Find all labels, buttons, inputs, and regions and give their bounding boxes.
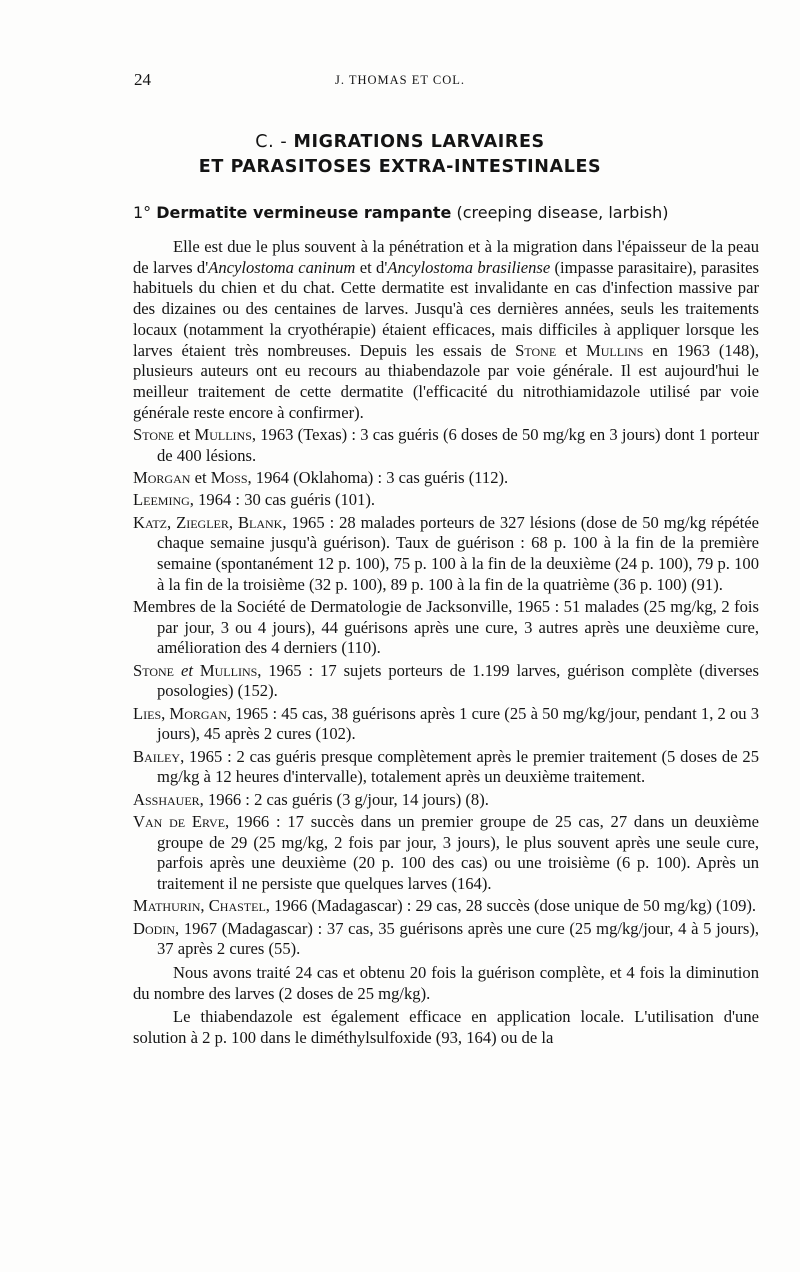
section-title: [0, 130, 800, 180]
species-name: Ancylostoma caninum: [208, 257, 356, 277]
reference-entry: [133, 425, 759, 466]
reference-entry: [133, 919, 759, 960]
intro-text: (impasse parasitaire), parasites habituels du chien et du chat. Cette dermatite est invalidante en cas d'infection massive par des dizaines ou des centaines de larves. Jusqu'à ces dernières années, seuls les traitements locaux (notamment la cryothérapie) étaient efficaces, mais difficiles à appliquer lorsque les larves étaient très nombreuses. Depuis les essais de: [133, 257, 759, 360]
reference-entry: [133, 597, 759, 659]
reference-entry: [133, 790, 759, 811]
author-name: Morgan: [133, 467, 191, 487]
author-name: Stone: [133, 424, 175, 444]
reference-list: [133, 425, 759, 960]
section-title-line-1: [0, 130, 800, 155]
reference-text: Membres de la Société de Dermatologie de Jacksonville, 1965 : 51 malades (25 mg/kg, 2 fois par jour, 3 ou 4 jours), 44 guérisons après une cure, 3 autres après une deuxième cure, amélioration des 4 derniers (110).: [133, 596, 759, 658]
author-name: Dodin: [133, 918, 175, 938]
author-name: Lies, Morgan: [133, 703, 227, 723]
subsection-note: (creeping disease, larbish): [451, 203, 669, 222]
reference-text: , 1964 : 30 cas guéris (101).: [189, 490, 376, 510]
reference-text: , 1963 (Texas) : 3 cas guéris (6 doses de 50 mg/kg en 3 jours) dont 1 porteur de 400 lésions.: [157, 424, 759, 465]
reference-entry: [133, 896, 759, 917]
closing-paragraph: Le thiabendazole est également efficace en application locale. L'utilisation d'une solution à 2 p. 100 dans le diméthylsulfoxide (93, 164) ou de la: [133, 1007, 759, 1048]
reference-text: , 1965 : 45 cas, 38 guérisons après 1 cure (25 à 50 mg/kg/jour, pendant 1, 2 ou 3 jours), 45 après 2 cures (102).: [157, 703, 759, 744]
author-name: Van de Erve: [133, 811, 226, 831]
subsection-heading: [133, 201, 773, 225]
subsection-title: Dermatite vermineuse rampante: [156, 203, 452, 222]
reference-entry: [133, 661, 759, 702]
author-name: Mullins: [194, 424, 252, 444]
reference-entry: [133, 747, 759, 788]
author-name: Leeming: [133, 490, 190, 510]
author-separator: et: [174, 424, 195, 444]
author-separator: et: [174, 660, 200, 680]
author-name: Katz, Ziegler, Blank: [133, 512, 283, 532]
author-name: Moss: [210, 467, 248, 487]
species-name: Ancylostoma brasiliense: [387, 257, 551, 277]
reference-entry: [133, 704, 759, 745]
reference-text: , 1965 : 17 sujets porteurs de 1.199 larves, guérison complète (diverses posologies) (152).: [157, 660, 759, 701]
closing-paragraph: Nous avons traité 24 cas et obtenu 20 fois la guérison complète, et 4 fois la diminution du nombre des larves (2 doses de 25 mg/kg).: [133, 963, 759, 1003]
author-name: Stone: [515, 340, 557, 360]
intro-text: Elle est due le plus souvent à la pénétration et à la migration dans l'épaisseur de la peau de larves d': [133, 237, 759, 277]
reference-text: , 1965 : 28 malades porteurs de 327 lésions (dose de 50 mg/kg répétée chaque semaine jusqu'à guérison). Taux de guérison : 68 p. 100 à la fin de la première semaine (spontanément 12 p. 100), 75 p. 100 à la fin de la deuxième (24 p. 100), 79 p. 100 à la fin de la troisième (32 p. 100), 89 p. 100 à la fin de la quatrième (36 p. 100) (91).: [157, 512, 760, 594]
reference-entry: [133, 812, 759, 895]
reference-text: , 1964 (Oklahoma) : 3 cas guéris (112).: [247, 467, 509, 487]
intro-paragraph: [133, 237, 759, 423]
author-separator: et: [190, 467, 211, 487]
page-number: 24: [134, 70, 151, 89]
body-text: [133, 237, 759, 1049]
intro-text: et d': [355, 257, 388, 277]
section-title-line-2: ET PARASITOSES EXTRA-INTESTINALES: [198, 157, 602, 177]
author-name: Mullins: [199, 660, 258, 680]
reference-entry: [133, 513, 759, 596]
author-name: Bailey: [133, 746, 181, 766]
subsection-number: 1°: [133, 203, 157, 222]
reference-text: , 1967 (Madagascar) : 37 cas, 35 guérisons après une cure (25 mg/kg/jour, 4 à 5 jours), 37 après 2 cures (55).: [157, 918, 759, 959]
reference-text: , 1965 : 2 cas guéris presque complètement après le premier traitement (5 doses de 25 mg/kg à 12 heures d'intervalle), totalement après un deuxième traitement.: [157, 746, 759, 787]
running-head: J. THOMAS ET COL.: [334, 73, 466, 87]
intro-text: en 1963 (148), plusieurs auteurs ont eu recours au thiabendazole par voie générale. Il est aujourd'hui le meilleur traitement de cette dermatite (l'efficacité du nitrothiamidazole utilisé par voie générale reste encore à confirmer).: [133, 340, 759, 422]
section-title-text-1: MIGRATIONS LARVAIRES: [293, 132, 545, 152]
reference-text: , 1966 (Madagascar) : 29 cas, 28 succès (dose unique de 50 mg/kg) (109).: [265, 896, 757, 916]
section-prefix: C. -: [255, 132, 294, 152]
author-name: Stone: [133, 660, 175, 680]
reference-entry: [133, 468, 759, 489]
intro-text: et: [556, 340, 586, 360]
reference-text: , 1966 : 17 succès dans un premier groupe de 25 cas, 27 dans un deuxième groupe de 29 (25 mg/kg, 2 fois par jour, 3 jours), le plus souvent après une seule cure, parfois après une deuxième (20 p. 100 des cas) ou une troisième (6 p. 100). Après un traitement il ne persiste que quelques larves (164).: [157, 811, 759, 894]
reference-entry: [133, 490, 759, 511]
author-name: Mathurin, Chastel: [133, 896, 266, 916]
author-name: Mullins: [585, 340, 644, 360]
reference-text: , 1966 : 2 cas guéris (3 g/jour, 14 jours) (8).: [199, 789, 489, 809]
page-header: [0, 70, 800, 94]
author-name: Asshauer: [133, 789, 200, 809]
